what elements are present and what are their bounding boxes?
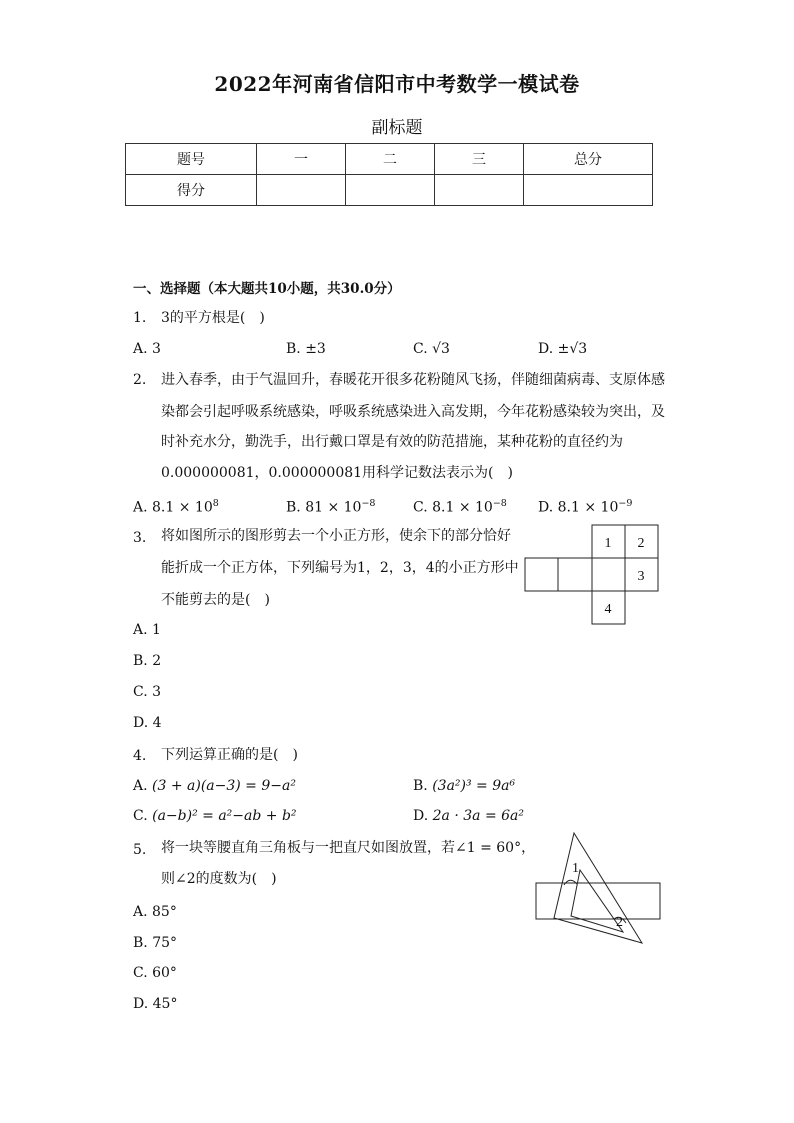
option-base: 81 × 10 [305, 499, 362, 516]
option-exponent: −8 [361, 498, 376, 509]
option-d[interactable]: D. 4 [133, 715, 162, 731]
option-d[interactable] [413, 806, 524, 826]
option-c[interactable] [133, 806, 297, 826]
option-b[interactable]: B. ±3 [286, 341, 326, 357]
triangle-ruler-figure [530, 828, 664, 948]
option-label: D. [538, 499, 554, 516]
table-cell: 总分 [524, 144, 653, 175]
option-a[interactable] [133, 494, 219, 518]
option-b[interactable] [413, 776, 515, 796]
option-d[interactable]: D. 45° [133, 996, 178, 1012]
option-label: B. [413, 778, 428, 794]
angle-label-2: 2 [616, 915, 623, 930]
net-label-1: 1 [604, 536, 612, 551]
option-b[interactable] [286, 494, 375, 518]
page-subtitle: 副标题 [371, 118, 423, 138]
option-d[interactable] [538, 494, 632, 518]
option-c[interactable]: C. 3 [133, 684, 162, 700]
option-exponent: −9 [618, 498, 633, 509]
table-row [126, 175, 653, 206]
table-cell: 得分 [126, 175, 257, 206]
net-square-left-1 [525, 558, 558, 591]
question-number: 2. [133, 372, 147, 388]
question-number: 4. [133, 748, 147, 764]
question-text-line: 染都会引起呼吸系统感染，呼吸系统感染进入高发期，今年花粉感染较为突出，及 [161, 404, 665, 420]
table-cell: 一 [257, 144, 346, 175]
option-expression: 2a · 3a = 6a² [432, 808, 524, 824]
option-c[interactable]: C. √3 [413, 341, 450, 357]
option-expression: (3 + a)(a−3) = 9−a² [152, 778, 296, 794]
option-exponent: −8 [492, 498, 507, 509]
score-input-cell[interactable] [346, 175, 435, 206]
option-b[interactable]: B. 2 [133, 653, 162, 669]
angle-label-1: 1 [572, 861, 579, 876]
table-cell: 二 [346, 144, 435, 175]
question-text: 3的平方根是( ) [161, 310, 265, 326]
option-d[interactable]: D. ±√3 [538, 341, 588, 357]
option-base: 8.1 × 10 [152, 499, 213, 516]
question-number: 3. [133, 530, 147, 546]
triangle-outer [554, 833, 642, 943]
question-text-line: 不能剪去的是( ) [161, 592, 270, 608]
option-c[interactable] [413, 494, 507, 518]
score-input-cell[interactable] [257, 175, 346, 206]
page-title: 2022年河南省信阳市中考数学一模试卷 [214, 72, 580, 96]
section-heading: 一、选择题（本大题共10小题，共30.0分） [133, 281, 401, 297]
question-number: 5. [133, 842, 147, 858]
question-number: 1. [133, 310, 147, 326]
option-label: A. [133, 499, 148, 516]
question-text-line: 时补充水分，勤洗手，出行戴口罩是有效的防范措施，某种花粉的直径约为 [161, 434, 623, 450]
table-cell: 三 [435, 144, 524, 175]
option-a[interactable]: A. 85° [133, 904, 177, 920]
option-label: B. [286, 499, 301, 516]
question-text-line: 0.000000081，0.000000081用科学记数法表示为( ) [161, 465, 513, 481]
net-label-2: 2 [637, 536, 645, 551]
question-text-line: 进入春季，由于气温回升，春暖花开很多花粉随风飞扬，伴随细菌病毒、支原体感 [161, 372, 665, 388]
net-label-3: 3 [637, 569, 645, 584]
net-square-left-2 [558, 558, 592, 591]
score-input-cell[interactable] [524, 175, 653, 206]
option-base: 8.1 × 10 [557, 499, 619, 516]
option-base: 8.1 × 10 [432, 499, 493, 516]
table-row [126, 144, 653, 175]
option-label: C. [413, 499, 428, 516]
net-square-center [592, 558, 625, 591]
net-label-4: 4 [604, 602, 612, 617]
question-text-line: 能折成一个正方体，下列编号为1，2，3，4的小正方形中 [161, 560, 519, 576]
question-text-line: 则∠2的度数为( ) [161, 871, 277, 887]
option-label: C. [133, 808, 148, 824]
option-a[interactable]: A. 3 [133, 341, 161, 357]
question-text-line: 将如图所示的图形剪去一个小正方形，使余下的部分恰好 [161, 528, 511, 544]
option-label: A. [133, 778, 148, 794]
option-label: D. [413, 808, 429, 824]
question-text: 下列运算正确的是( ) [161, 747, 298, 763]
cube-net-figure [524, 524, 659, 626]
option-expression: (3a²)³ = 9a⁶ [432, 778, 516, 794]
option-c[interactable]: C. 60° [133, 965, 177, 981]
option-expression: (a−b)² = a²−ab + b² [152, 808, 297, 824]
score-input-cell[interactable] [435, 175, 524, 206]
option-exponent: 8 [212, 498, 219, 509]
table-cell: 题号 [126, 144, 257, 175]
score-table [125, 143, 653, 206]
option-a[interactable]: A. 1 [133, 622, 161, 638]
question-text-line: 将一块等腰直角三角板与一把直尺如图放置，若∠1 = 60°， [161, 840, 536, 856]
option-b[interactable]: B. 75° [133, 935, 178, 951]
option-a[interactable] [133, 776, 296, 796]
